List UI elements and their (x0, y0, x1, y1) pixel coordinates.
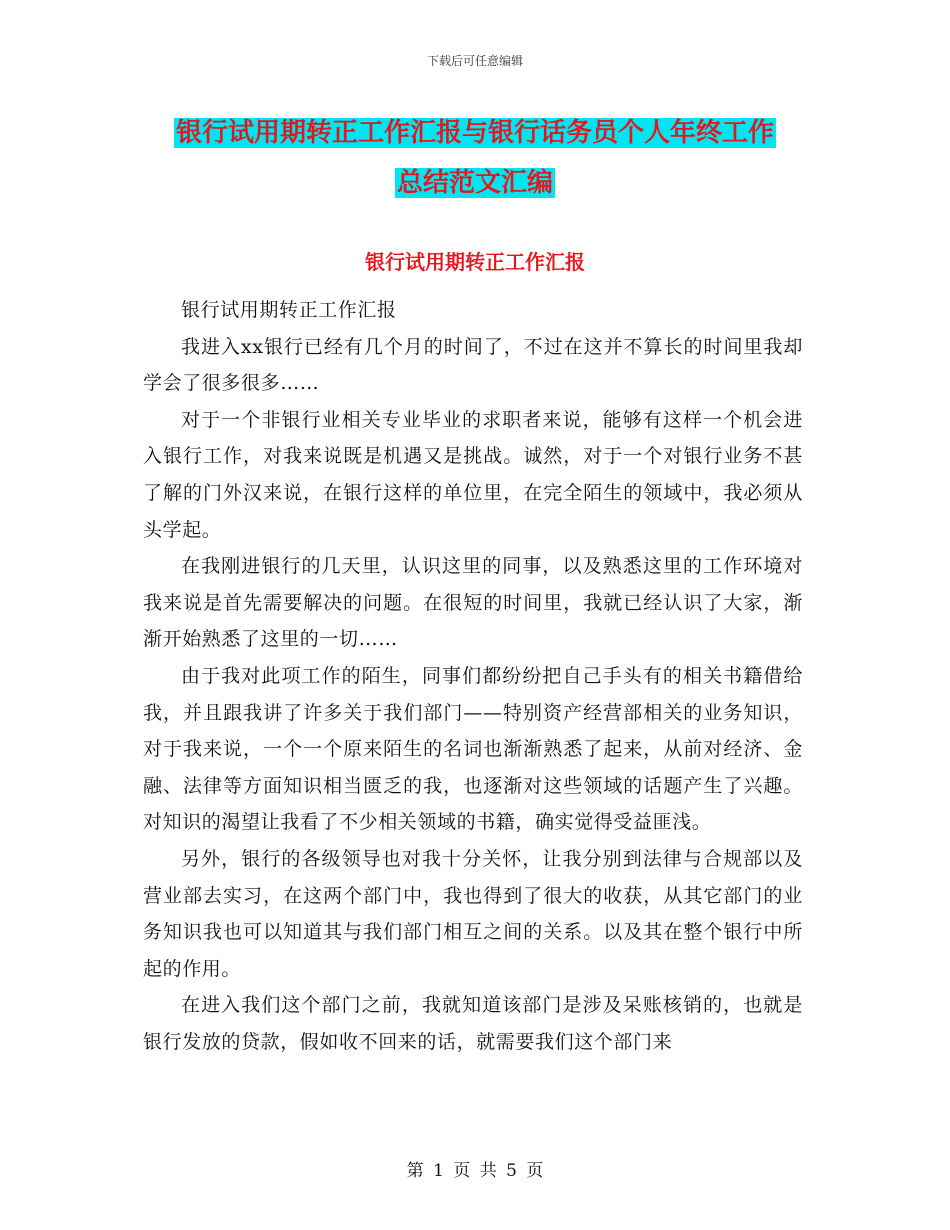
document-title-line-1: 银行试用期转正工作汇报与银行话务员个人年终工作 (175, 118, 774, 148)
page-header-note: 下载后可任意编辑 (426, 54, 523, 68)
body-paragraph: 对于一个非银行业相关专业毕业的求职者来说，能够有这样一个机会进入银行工作，对我来说既是机遇又是挑战。诚然，对于一个对银行业务不甚了解的门外汉来说，在银行这样的单位里，在完全陌生的领域中，我必须从头学起。 (143, 408, 803, 541)
document-body (143, 292, 803, 1060)
document-title (0, 108, 950, 208)
body-paragraph: 在我刚进银行的几天里，认识这里的同事，以及熟悉这里的工作环境对我来说是首先需要解决的问题。在很短的时间里，我就已经认识了大家，渐渐开始熟悉了这里的一切…… (143, 555, 803, 651)
body-paragraph: 在进入我们这个部门之前，我就知道该部门是涉及呆账核销的，也就是银行发放的贷款，假如收不回来的话，就需要我们这个部门来 (143, 994, 803, 1053)
document-title-line-2: 总结范文汇编 (396, 168, 553, 198)
body-paragraph: 我进入xx银行已经有几个月的时间了，不过在这并不算长的时间里我却学会了很多很多…… (143, 335, 803, 395)
section-title: 银行试用期转正工作汇报 (365, 250, 585, 274)
page-number-footer: 第 1 页 共 5 页 (406, 1161, 544, 1181)
body-paragraph: 银行试用期转正工作汇报 (181, 299, 397, 321)
body-paragraph: 另外，银行的各级领导也对我十分关怀，让我分别到法律与合规部以及营业部去实习，在这两个部门中，我也得到了很大的收获，从其它部门的业务知识我也可以知道其与我们部门相互之间的关系。以及其在整个银行中所起的作用。 (143, 847, 803, 980)
body-paragraph: 由于我对此项工作的陌生，同事们都纷纷把自己手头有的相关书籍借给我，并且跟我讲了许多关于我们部门——特别资产经营部相关的业务知识，对于我来说，一个一个原来陌生的名词也渐渐熟悉了起来，从前对经济、金融、法律等方面知识相当匮乏的我，也逐渐对这些领域的话题产生了兴趣。对知识的渴望让我看了不少相关领域的书籍，确实觉得受益匪浅。 (143, 664, 803, 834)
